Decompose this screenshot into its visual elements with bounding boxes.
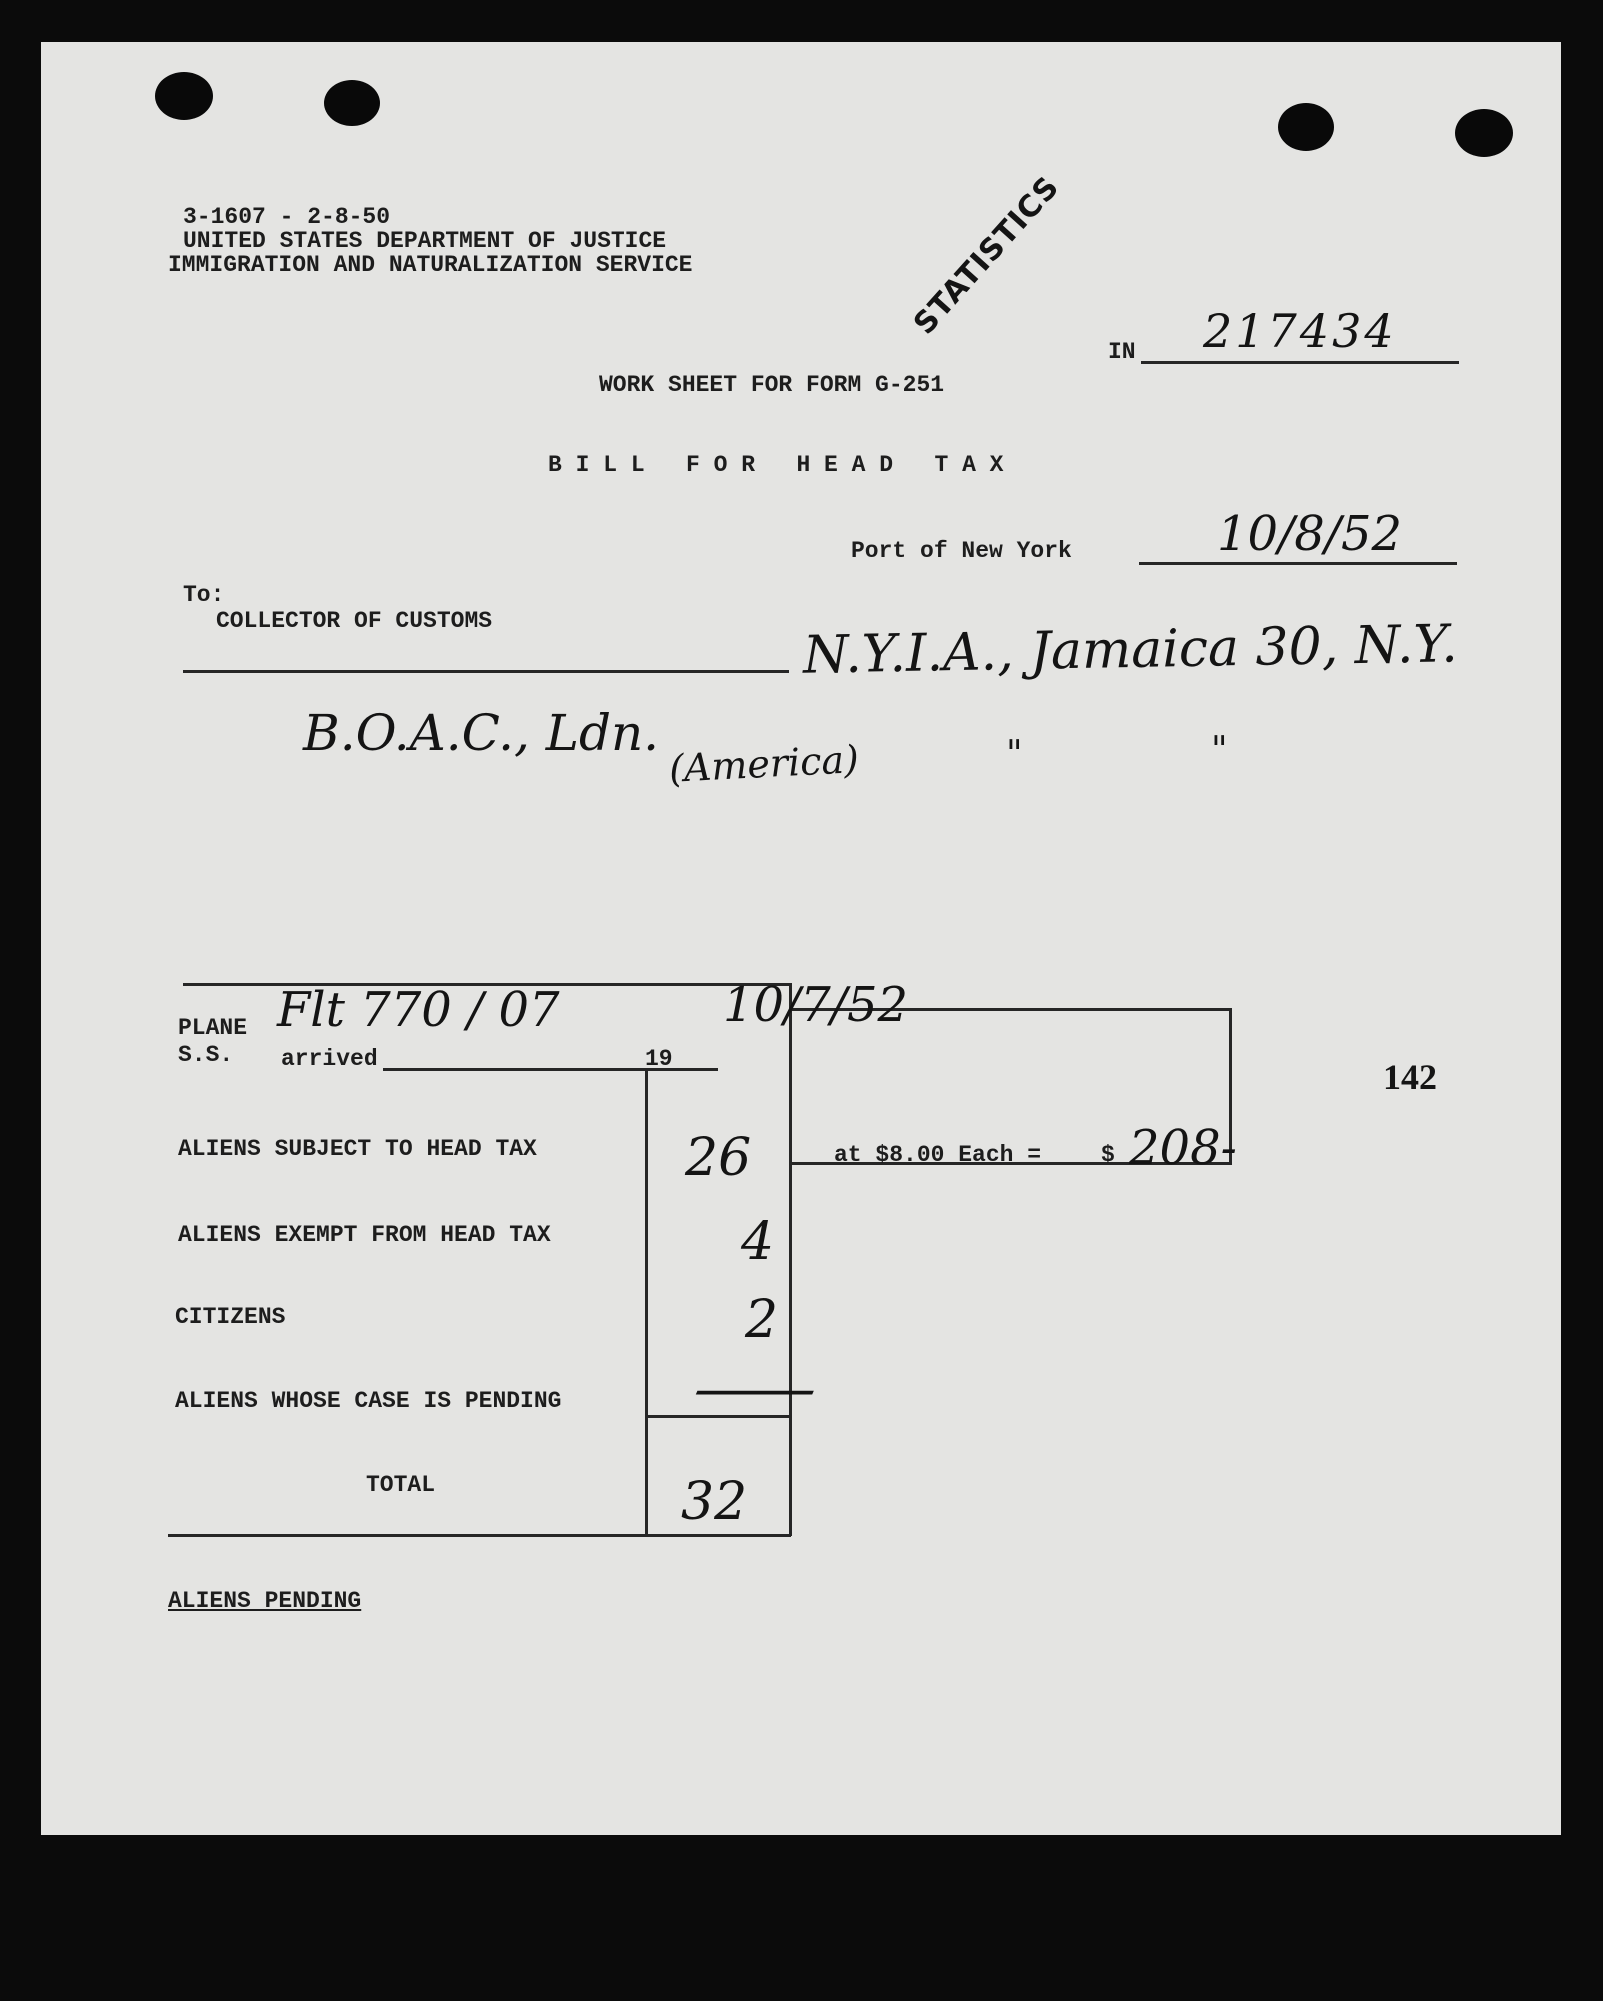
row-value-subject: 26 <box>685 1128 752 1188</box>
row-label-pending: ALIENS WHOSE CASE IS PENDING <box>175 1388 562 1414</box>
punch-hole-2 <box>324 80 380 126</box>
port-label: Port of New York <box>851 538 1072 564</box>
punch-hole-1 <box>155 72 213 120</box>
row-value-exempt: 4 <box>741 1212 775 1272</box>
arrived-label: arrived <box>281 1046 378 1072</box>
row-value-pending: — <box>691 1354 819 1422</box>
rate-text: at $8.00 Each = <box>834 1142 1042 1168</box>
row-label-total: TOTAL <box>366 1472 436 1498</box>
row-label-citizens: CITIZENS <box>175 1304 286 1330</box>
ditto-mark-1: " <box>1006 734 1023 775</box>
worksheet-title: WORK SHEET FOR FORM G-251 <box>599 372 945 398</box>
handwritten-address-2: B.O.A.C., Ldn. <box>303 704 660 762</box>
addressee-line <box>183 670 789 673</box>
punch-hole-3 <box>1278 103 1334 151</box>
row-value-citizens: 2 <box>745 1290 779 1350</box>
addressee: COLLECTOR OF CUSTOMS <box>216 608 493 634</box>
in-number: 217434 <box>1203 304 1397 358</box>
flight-handwritten: Flt 770 / 07 <box>277 982 560 1038</box>
counts-left-line <box>645 1068 648 1536</box>
arrival-date-handwritten: 10/7/52 <box>723 977 909 1033</box>
department-name: UNITED STATES DEPARTMENT OF JUSTICE <box>183 228 667 254</box>
date-line <box>1139 562 1457 565</box>
plane-label: PLANE <box>178 1015 248 1041</box>
form-sheet <box>41 42 1561 1835</box>
table-right-line <box>789 983 792 1536</box>
in-label: IN <box>1108 339 1136 365</box>
handwritten-address-1: N.Y.I.A., Jamaica 30, N.Y. <box>802 614 1459 686</box>
to-label: To: <box>183 582 225 608</box>
handwritten-address-2-sub: (America) <box>667 737 860 791</box>
statistics-stamp: STATISTICS <box>907 169 1067 342</box>
tax-amount: 208- <box>1129 1120 1237 1176</box>
bill-title: B I L L F O R H E A D T A X <box>548 452 1004 478</box>
year-prefix: 19 <box>645 1046 673 1072</box>
date-handwritten: 10/8/52 <box>1217 506 1403 562</box>
page-number: 142 <box>1383 1057 1437 1097</box>
row-label-subject: ALIENS SUBJECT TO HEAD TAX <box>178 1136 537 1162</box>
dollar-sign: $ <box>1101 1142 1115 1168</box>
row-value-total: 32 <box>681 1472 748 1532</box>
service-name: IMMIGRATION AND NATURALIZATION SERVICE <box>168 252 693 278</box>
row-label-exempt: ALIENS EXEMPT FROM HEAD TAX <box>178 1222 551 1248</box>
in-number-line <box>1141 361 1459 364</box>
form-code: 3-1607 - 2-8-50 <box>183 204 391 230</box>
punch-hole-4 <box>1455 109 1513 157</box>
ss-label: S.S. <box>178 1042 234 1068</box>
ditto-mark-2: " <box>1211 730 1228 771</box>
aliens-pending-heading: ALIENS PENDING <box>168 1588 362 1614</box>
table-bottom-line <box>168 1534 791 1537</box>
